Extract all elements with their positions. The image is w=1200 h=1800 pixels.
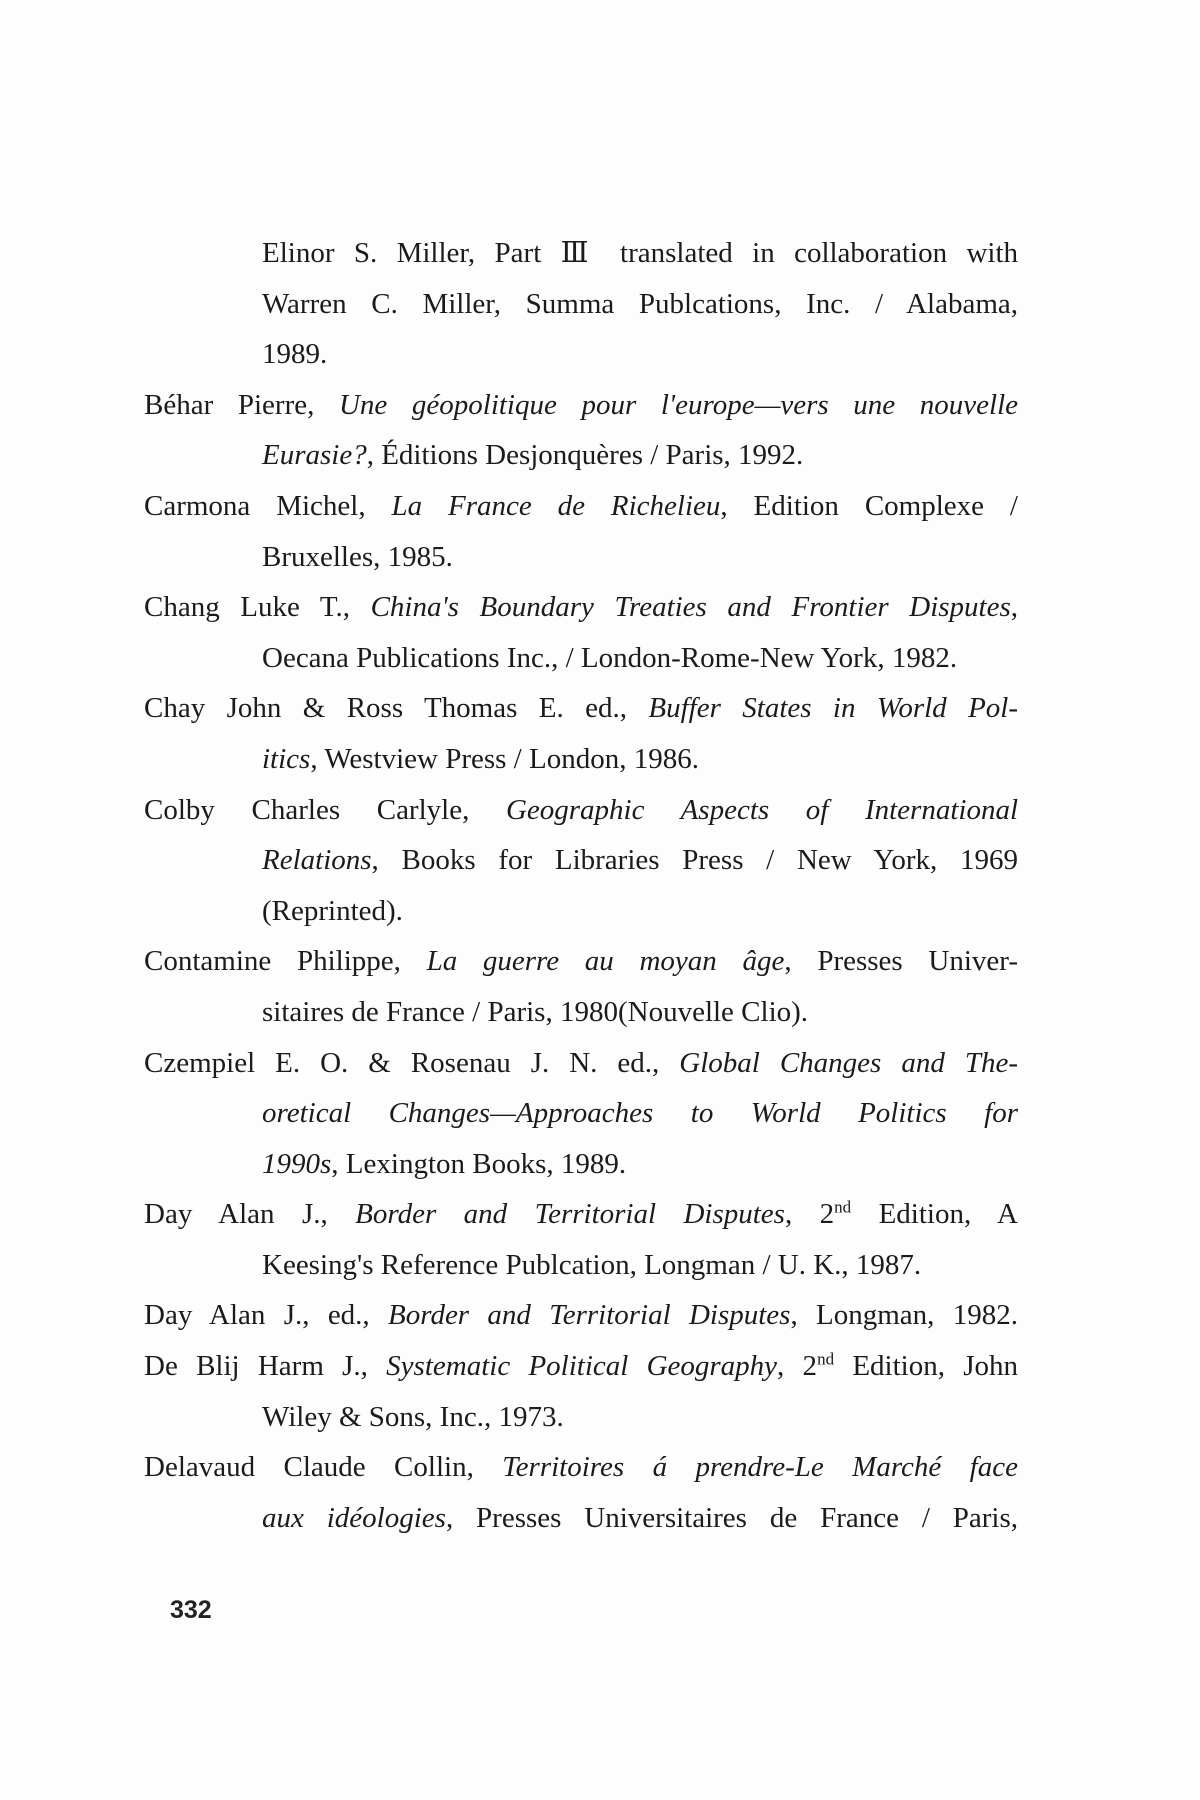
citation-text: , Presses Univer- (784, 945, 1018, 978)
citation-text: , 2 (784, 1198, 835, 1231)
title-text: Systematic Political Geography (386, 1350, 778, 1383)
citation-text: Day Alan J., ed., (144, 1299, 389, 1332)
title-text: Geographic Aspects of International (505, 793, 1018, 826)
title-text: La France de Richelieu (391, 489, 721, 522)
citation-text: Wiley & Sons, Inc., 1973. (262, 1400, 564, 1433)
citation-text: Bruxelles, 1985. (262, 540, 453, 573)
title-text: aux idéologies (262, 1501, 446, 1534)
bibliography-entry (0, 683, 1200, 784)
citation-text: Edition, A (851, 1198, 1018, 1231)
entry-line (0, 481, 1018, 532)
entry-line (0, 987, 1018, 1038)
bibliography-entry (0, 1189, 1200, 1290)
bibliography-entry (0, 785, 1200, 937)
citation-text: Béhar Pierre, (144, 388, 339, 421)
citation-text: 1989. (262, 338, 328, 371)
citation-text: , 2 (777, 1350, 818, 1383)
title-text: Border and Territorial Disputes (355, 1198, 785, 1231)
citation-text: Chang Luke T., (144, 591, 371, 624)
citation-text: , Books for Libraries Press / New York, 1969 (371, 844, 1018, 877)
entry-line (0, 1139, 1018, 1190)
entry-line (0, 683, 1018, 734)
superscript-text: nd (817, 1349, 835, 1369)
citation-text: , Longman, 1982. (790, 1299, 1018, 1332)
bibliography-entry (0, 582, 1200, 683)
page-number: 332 (170, 1596, 212, 1624)
entry-line (0, 430, 1018, 481)
citation-text: Czempiel E. O. & Rosenau J. N. ed., (144, 1046, 680, 1079)
entry-line (0, 1240, 1018, 1291)
entry-line (0, 1442, 1018, 1493)
title-text: itics (262, 742, 311, 775)
entry-line (0, 329, 1018, 380)
citation-text: De Blij Harm J., (144, 1350, 387, 1383)
title-text: China's Boundary Treaties and Frontier Disputes (370, 591, 1011, 624)
citation-text: Contamine Philippe, (144, 945, 427, 978)
bibliography-entry (0, 481, 1200, 582)
citation-text: sitaires de France / Paris, 1980(Nouvelle Clio). (262, 995, 809, 1028)
bibliography-entry (0, 1442, 1200, 1543)
bibliography-entry (0, 936, 1200, 1037)
citation-text: , Presses Universitaires de France / Paris, (445, 1501, 1018, 1534)
entry-line (0, 633, 1018, 684)
entry-line (0, 532, 1018, 583)
title-text: Relations (262, 844, 372, 877)
entry-line (0, 1088, 1018, 1139)
citation-text: Edition, John (834, 1350, 1018, 1383)
title-text: Global Changes and The- (679, 1046, 1018, 1079)
bibliography-entry (0, 228, 1200, 380)
entry-line (0, 1341, 1018, 1392)
citation-text: Elinor S. Miller, Part Ⅲ translated in collaboration with (262, 237, 1018, 269)
title-text: Territoires á prendre-Le Marché face (502, 1451, 1018, 1484)
citation-text: , Edition Complexe / (720, 489, 1018, 522)
citation-text: Delavaud Claude Collin, (144, 1451, 503, 1484)
citation-text: Day Alan J., (144, 1198, 356, 1231)
title-text: Buffer States in World Pol- (648, 692, 1018, 725)
entry-line (0, 835, 1018, 886)
title-text: Eurasie? (262, 439, 367, 472)
citation-text: Oecana Publications Inc., / London-Rome-New York, 1982. (262, 641, 958, 674)
bibliography-entry (0, 1038, 1200, 1190)
citation-text: , Lexington Books, 1989. (331, 1147, 627, 1180)
title-text: 1990s (262, 1147, 332, 1180)
title-text: oretical Changes—Approaches to World Politics for (262, 1097, 1018, 1130)
bibliography-entry (0, 1341, 1200, 1442)
bibliography-entry (0, 380, 1200, 481)
entry-line (0, 785, 1018, 836)
bibliography-list (0, 228, 1200, 1543)
entry-line (0, 1189, 1018, 1240)
title-text: Border and Territorial Disputes (388, 1299, 791, 1332)
entry-line (0, 1392, 1018, 1443)
citation-text: Carmona Michel, (144, 489, 392, 522)
entry-line (0, 734, 1018, 785)
superscript-text: nd (834, 1197, 852, 1217)
entry-line (0, 380, 1018, 431)
citation-text: Warren C. Miller, Summa Publcations, Inc. / Alabama, (262, 287, 1018, 320)
entry-line (0, 1493, 1018, 1544)
bibliography-entry (0, 1290, 1200, 1341)
entry-line (0, 1290, 1018, 1341)
entry-line (0, 228, 1018, 279)
citation-text: Chay John & Ross Thomas E. ed., (144, 692, 649, 725)
citation-text: Colby Charles Carlyle, (144, 793, 506, 826)
title-text: Une géopolitique pour l'europe—vers une nouvelle (338, 388, 1018, 421)
citation-text: , Westview Press / London, 1986. (310, 742, 699, 775)
entry-line (0, 582, 1018, 633)
citation-text: Keesing's Reference Publcation, Longman / U. K., 1987. (262, 1248, 922, 1281)
entry-line (0, 936, 1018, 987)
citation-text: , Éditions Desjonquères / Paris, 1992. (366, 439, 804, 472)
entry-line (0, 886, 1018, 937)
citation-text: (Reprinted). (262, 894, 403, 927)
entry-line (0, 1038, 1018, 1089)
citation-text: , (1010, 591, 1018, 624)
entry-line (0, 279, 1018, 330)
title-text: La guerre au moyan âge (426, 945, 785, 978)
